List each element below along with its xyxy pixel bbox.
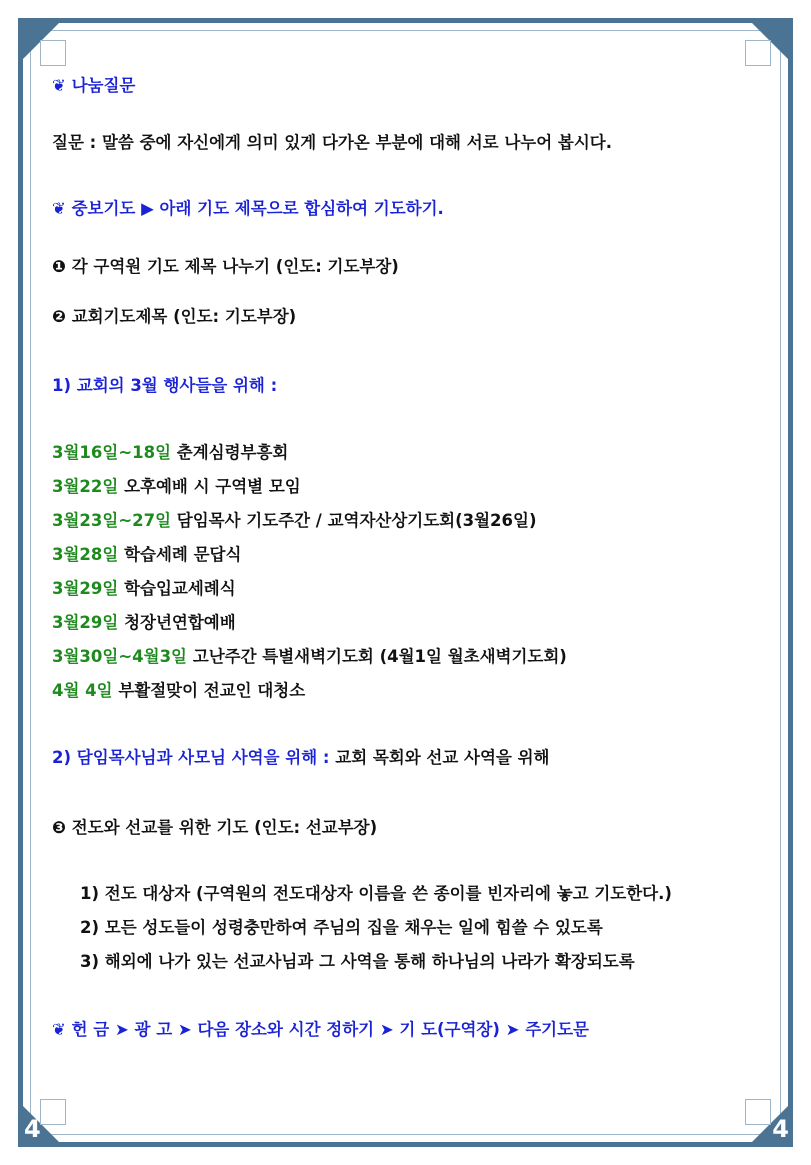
event-row xyxy=(52,473,301,497)
event-desc: 오후예배 시 구역별 모임 xyxy=(124,477,301,496)
event-desc: 학습세례 문답식 xyxy=(124,545,242,564)
event-desc: 부활절맞이 전교인 대청소 xyxy=(118,681,306,700)
church-events-title: 1) 교회의 3월 행사들을 위해 : xyxy=(52,376,278,395)
pastor-prayer-desc: 교회 목회와 선교 사역을 위해 xyxy=(335,748,550,767)
event-desc: 청장년연합예배 xyxy=(124,613,236,632)
corner-decoration xyxy=(40,1099,66,1125)
event-desc: 학습입교세례식 xyxy=(124,579,236,598)
pastor-prayer-title: 2) 담임목사님과 사모님 사역을 위해 : xyxy=(52,748,330,767)
event-row xyxy=(52,643,567,667)
number-2-icon: ❷ xyxy=(52,307,66,326)
corner-decoration xyxy=(745,40,771,66)
event-desc: 춘계심령부흥회 xyxy=(176,443,289,462)
prayer-item-1-text: 각 구역원 기도 제목 나누기 (인도: 기도부장) xyxy=(71,257,399,276)
sharing-question: 질문 : 말씀 중에 자신에게 의미 있게 다가온 부분에 대해 서로 나누어 봅시다. xyxy=(52,133,612,152)
event-row xyxy=(52,575,236,599)
prayer-item-3 xyxy=(52,814,377,838)
heart-leaf-icon: ❦ xyxy=(52,76,66,95)
event-row xyxy=(52,609,236,633)
event-date: 4월 4일 xyxy=(52,681,113,700)
mission-item: 1) 전도 대상자 (구역원의 전도대상자 이름을 쓴 종이를 빈자리에 놓고 기도한다.) xyxy=(80,884,672,903)
closing-order-text: 헌 금 ➤ 광 고 ➤ 다음 장소와 시간 정하기 ➤ 기 도(구역장) ➤ 주기도문 xyxy=(71,1020,589,1039)
page-number-left: 4 xyxy=(24,1115,41,1143)
pastor-prayer xyxy=(52,744,550,768)
prayer-item-2 xyxy=(52,303,296,327)
corner-decoration xyxy=(745,1099,771,1125)
event-row xyxy=(52,541,241,565)
mission-item: 2) 모든 성도들이 성령충만하여 주님의 집을 채우는 일에 힘쓸 수 있도록 xyxy=(80,918,603,937)
prayer-item-2-text: 교회기도제목 (인도: 기도부장) xyxy=(71,307,297,326)
intercession-heading xyxy=(52,195,444,219)
number-1-icon: ❶ xyxy=(52,257,66,276)
event-row xyxy=(52,439,288,463)
heart-leaf-icon: ❦ xyxy=(52,1020,66,1039)
page-number-right: 4 xyxy=(772,1115,789,1143)
heart-leaf-icon: ❦ xyxy=(52,199,66,218)
event-desc: 담임목사 기도주간 / 교역자산상기도회(3월26일) xyxy=(176,511,537,530)
sharing-heading-text: 나눔질문 xyxy=(71,76,136,95)
event-date: 3월16일~18일 xyxy=(52,443,172,462)
sharing-heading xyxy=(52,72,135,96)
event-date: 3월23일~27일 xyxy=(52,511,172,530)
corner-decoration xyxy=(40,40,66,66)
event-date: 3월22일 xyxy=(52,477,119,496)
event-date: 3월30일~4월3일 xyxy=(52,647,187,666)
mission-item: 3) 해외에 나가 있는 선교사님과 그 사역을 통해 하나님의 나라가 확장되도록 xyxy=(80,952,635,971)
event-date: 3월29일 xyxy=(52,579,119,598)
intercession-heading-text: 중보기도 ▶ 아래 기도 제목으로 합심하여 기도하기. xyxy=(71,199,444,218)
event-date: 3월28일 xyxy=(52,545,119,564)
event-desc: 고난주간 특별새벽기도회 (4월1일 월초새벽기도회) xyxy=(192,647,567,666)
prayer-item-1 xyxy=(52,253,399,277)
closing-order xyxy=(52,1016,589,1040)
event-date: 3월29일 xyxy=(52,613,119,632)
event-row xyxy=(52,507,536,531)
number-3-icon: ❸ xyxy=(52,818,66,837)
prayer-item-3-text: 전도와 선교를 위한 기도 (인도: 선교부장) xyxy=(71,818,378,837)
event-row xyxy=(52,677,305,701)
